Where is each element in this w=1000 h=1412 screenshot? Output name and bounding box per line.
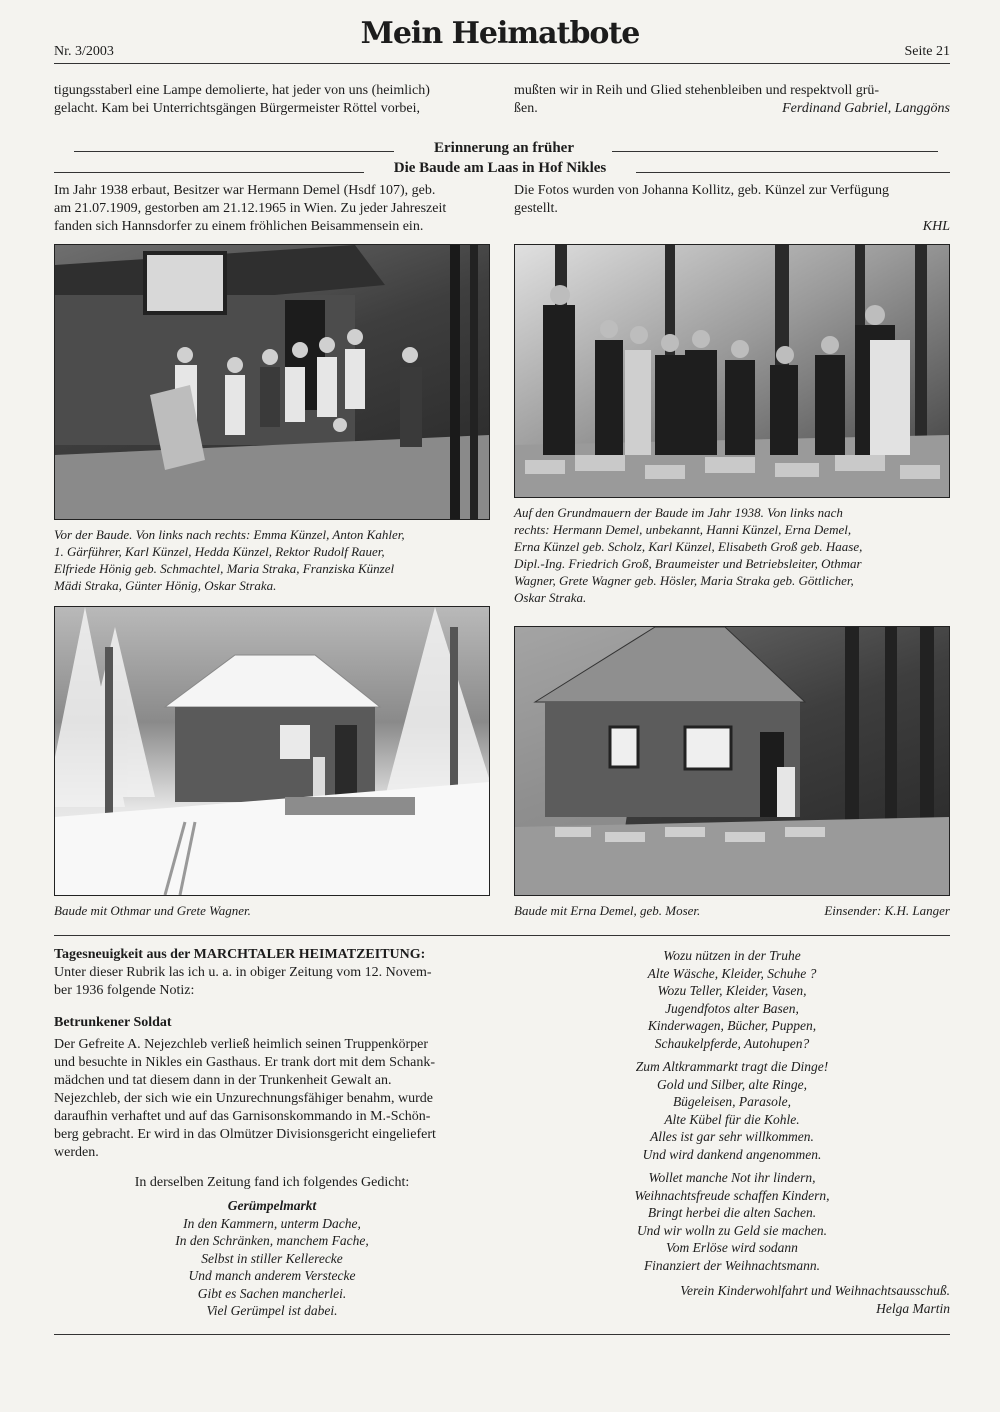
- text-line: ßen.: [514, 101, 538, 116]
- credit-signature: KHL: [922, 219, 950, 234]
- article-title: Die Baude am Laas in Hof Nikles: [393, 160, 607, 176]
- masthead-title: Mein Heimatbote: [360, 16, 640, 51]
- caption-line: Elfriede Hönig geb. Schmachtel, Maria Straka, Franziska Künzel: [54, 561, 395, 576]
- poem-line: Selbst in stiller Kellerecke: [201, 1250, 343, 1266]
- poem-line: Vom Erlöse wird sodann: [666, 1240, 798, 1255]
- photo-group-foundation: [514, 244, 950, 498]
- poem-right: [514, 947, 950, 1317]
- photo-cabin-erna: [514, 626, 950, 896]
- photo-cabin-winter: [54, 606, 490, 896]
- poem-signoff: Verein Kinderwohlfahrt und Weihnachtsausschuß.: [680, 1283, 950, 1298]
- poem-line: In den Schränken, manchem Fache,: [175, 1233, 369, 1248]
- poem-line: Und wir wolln zu Geld sie machen.: [636, 1222, 828, 1238]
- news-heading: Tagesneuigkeit aus der MARCHTALER HEIMATZEITUNG:: [54, 947, 426, 962]
- page-number: Seite 21: [904, 44, 950, 59]
- news-column: [54, 946, 490, 1192]
- title-rule-right: [612, 151, 938, 152]
- author-signature: Ferdinand Gabriel, Langgöns: [782, 101, 950, 116]
- issue-number: Nr. 3/2003: [54, 44, 114, 59]
- poem-line: Wozu nützen in der Truhe: [663, 948, 801, 963]
- text-line: gelacht. Kam bei Unterrichtsgängen Bürgermeister Röttel vorbei,: [54, 101, 420, 116]
- poem-line: Viel Gerümpel ist dabei.: [206, 1303, 338, 1318]
- poem-intro: In derselben Zeitung fand ich folgendes Gedicht:: [134, 1175, 410, 1190]
- text-line: gestellt.: [514, 201, 558, 216]
- poem-line: Wollet manche Not ihr lindern,: [648, 1170, 816, 1185]
- poem-line: Jugendfotos alter Basen,: [665, 1000, 799, 1016]
- poem-title: Gerümpelmarkt: [227, 1198, 317, 1213]
- caption-line: Auf den Grundmauern der Baude im Jahr 1938. Von links nach: [514, 505, 843, 520]
- poem-line: Und wird dankend angenommen.: [642, 1146, 822, 1162]
- poem-line: Und manch anderem Verstecke: [188, 1268, 356, 1283]
- text-line: und besuchte in Nikles ein Gasthaus. Er trank dort mit dem Schank-: [54, 1055, 436, 1070]
- caption-line: Dipl.-Ing. Friedrich Groß, Braumeister und Betriebsleiter, Othmar: [514, 556, 862, 571]
- text-line: fanden sich Hannsdorfer zu einem fröhlichen Beisammensein ein.: [54, 219, 424, 234]
- photo-credit: [514, 182, 950, 236]
- caption-line: Erna Künzel geb. Scholz, Karl Künzel, Elisabeth Groß geb. Haase,: [514, 539, 863, 554]
- text-line: Der Gefreite A. Nejezchleb verließ heimlich seinen Truppenkörper: [54, 1037, 428, 1052]
- text-line: Im Jahr 1938 erbaut, Besitzer war Hermann Demel (Hsdf 107), geb.: [54, 183, 436, 198]
- poem-line: Alte Kübel für die Kohle.: [664, 1111, 800, 1127]
- text-line: Nejezchleb, der sich wie ein Unzurechnungsfähiger benahm, wurde: [54, 1091, 434, 1106]
- poem-line: Bügeleisen, Parasole,: [672, 1094, 792, 1109]
- poem-line: Gold und Silber, alte Ringe,: [657, 1076, 807, 1092]
- text-line: werden.: [54, 1145, 99, 1160]
- poem-line: Bringt herbei die alten Sachen.: [647, 1205, 817, 1220]
- title-rule-left: [74, 151, 394, 152]
- text-line: ber 1936 folgende Notiz:: [54, 983, 195, 998]
- poem-line: Kinderwagen, Bücher, Puppen,: [647, 1018, 817, 1033]
- continuation-left: [54, 82, 490, 118]
- title-rule-right-2: [636, 172, 950, 173]
- poem-left: [54, 1197, 490, 1320]
- caption-line: Oskar Straka.: [514, 590, 587, 605]
- poem-author: Helga Martin: [876, 1300, 950, 1316]
- text-line: tigungsstaberl eine Lampe demolierte, hat jeder von uns (heimlich): [54, 83, 430, 98]
- caption-line: Baude mit Erna Demel, geb. Moser.: [514, 903, 701, 918]
- text-line: Die Fotos wurden von Johanna Kollitz, geb. Künzel zur Verfügung: [514, 183, 889, 198]
- poem-line: Schaukelpferde, Autohupen?: [654, 1035, 810, 1051]
- caption-line: 1. Gärführer, Karl Künzel, Hedda Künzel, Rektor Rudolf Rauer,: [54, 544, 385, 559]
- header-rule: [54, 63, 950, 64]
- poem-line: Gibt es Sachen mancherlei.: [197, 1285, 347, 1301]
- caption-photo-1: [54, 526, 490, 594]
- text-line: daraufhin verhaftet und auf das Garnisonskommando in M.-Schön-: [54, 1109, 431, 1124]
- caption-photo-2: [514, 504, 950, 606]
- poem-line: Zum Altkrammarkt tragt die Dinge!: [635, 1059, 829, 1074]
- continuation-right: [514, 82, 950, 118]
- article-kicker: Erinnerung an früher: [433, 140, 574, 156]
- poem-line: Wozu Teller, Kleider, Vasen,: [657, 983, 807, 998]
- caption-line: Mädi Straka, Günter Hönig, Oskar Straka.: [54, 578, 277, 593]
- caption-line: rechts: Hermann Demel, unbekannt, Hanni Künzel, Erna Demel,: [514, 522, 852, 537]
- sender-credit: Einsender: K.H. Langer: [824, 903, 950, 918]
- poem-line: Finanziert der Weihnachtsmann.: [643, 1257, 821, 1273]
- caption-photo-3: Baude mit Othmar und Grete Wagner.: [54, 903, 251, 918]
- poem-line: Alles ist gar sehr willkommen.: [650, 1129, 814, 1144]
- caption-line: Vor der Baude. Von links nach rechts: Emma Künzel, Anton Kahler,: [54, 527, 405, 542]
- poem-line: Alte Wäsche, Kleider, Schuhe ?: [647, 965, 817, 981]
- news-subheading: Betrunkener Soldat: [54, 1015, 172, 1030]
- section-rule: [54, 935, 950, 936]
- caption-photo-4: [514, 902, 950, 919]
- photo-group-before-cabin: [54, 244, 490, 520]
- text-line: mädchen und tat diesem dann in der Trunkenheit Gewalt an.: [54, 1073, 392, 1088]
- caption-line: Wagner, Grete Wagner geb. Hösler, Maria Straka geb. Göttlicher,: [514, 573, 854, 588]
- text-line: am 21.07.1909, gestorben am 21.12.1965 in Wien. Zu jeder Jahreszeit: [54, 201, 447, 216]
- text-line: berg gebracht. Er wird in das Olmützer Divisionsgericht eingeliefert: [54, 1127, 436, 1142]
- article-intro: [54, 182, 490, 236]
- poem-line: Weihnachtsfreude schaffen Kindern,: [634, 1187, 830, 1203]
- poem-line: In den Kammern, unterm Dache,: [183, 1215, 361, 1231]
- footer-rule: [54, 1334, 950, 1335]
- text-line: Unter dieser Rubrik las ich u. a. in obiger Zeitung vom 12. Novem-: [54, 965, 432, 980]
- title-rule-left-2: [54, 172, 364, 173]
- text-line: mußten wir in Reih und Glied stehenbleiben und respektvoll grü-: [514, 83, 880, 98]
